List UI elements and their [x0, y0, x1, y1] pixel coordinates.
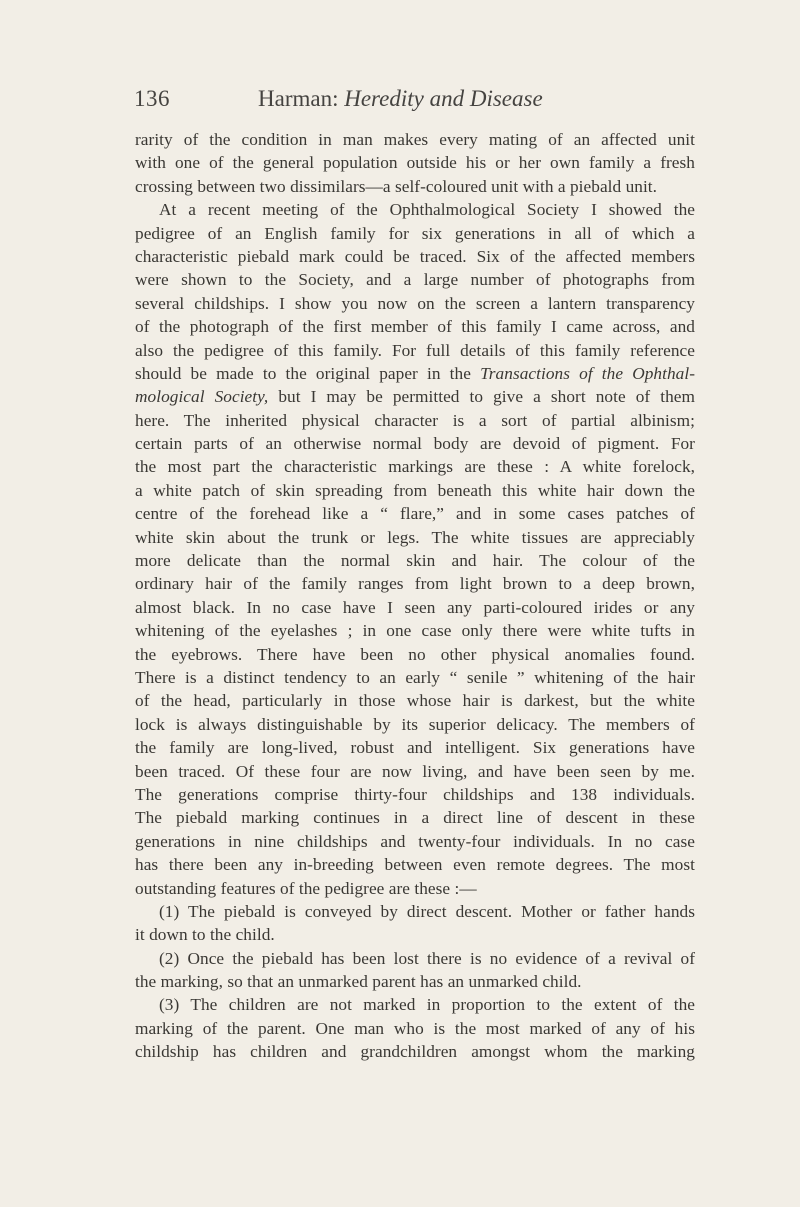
- list-item-1: (1) The piebald is conveyed by direct descent. Mother or father hands: [159, 901, 695, 921]
- book-title: Heredity and Disease: [344, 86, 543, 111]
- text-line: pedigree of an English family for six generations in all of which a: [135, 223, 695, 243]
- text-line: [135, 385, 695, 408]
- text-line: rarity of the condition in man makes every mating of an affected unit: [135, 130, 695, 149]
- text-line: certain parts of an otherwise normal body are devoid of pigment. For: [135, 434, 695, 454]
- text-line: the most part the characteristic markings are these : A white forelock,: [135, 457, 695, 477]
- text-line: a white patch of skin spreading from beneath this white hair down the: [135, 480, 695, 500]
- journal-title-part-2: mological Society,: [135, 387, 269, 407]
- text-line: There is a distinct tendency to an early “ senile ” whitening of the hair: [135, 667, 695, 687]
- author-name: Harman: [258, 86, 333, 111]
- text-line: centre of the forehead like a “ flare,” and in some cases patches of: [135, 504, 695, 524]
- text-line: characteristic piebald mark could be traced. Six of the affected members: [135, 246, 695, 266]
- text-line: lock is always distinguishable by its superior delicacy. The members of: [135, 714, 695, 734]
- paragraph-start: At a recent meeting of the Ophthalmological Society I showed the: [159, 200, 695, 220]
- text-line: outstanding features of the pedigree are these :—: [135, 878, 477, 898]
- text-run: but I may be permitted to give a short note of them: [268, 387, 695, 407]
- journal-title-part-1: Transactions of the Ophthal-: [480, 363, 696, 383]
- text-line: here. The inherited physical character is a sort of partial albinism;: [135, 410, 695, 430]
- body-text: [135, 128, 695, 1064]
- text-line: more delicate than the normal skin and hair. The colour of the: [135, 551, 695, 571]
- text-line: the family are long-lived, robust and intelligent. Six generations have: [135, 738, 695, 758]
- text-line: childship has children and grandchildren amongst whom the marking: [135, 1042, 695, 1062]
- running-title: [258, 86, 543, 112]
- text-line: with one of the general population outside his or her own family a fresh: [135, 153, 695, 173]
- text-line: ordinary hair of the family ranges from light brown to a deep brown,: [135, 574, 695, 594]
- text-line: were shown to the Society, and a large number of photographs from: [135, 270, 695, 290]
- text-line: white skin about the trunk or legs. The white tissues are appreciably: [135, 527, 695, 547]
- text-line: The piebald marking continues in a direct line of descent in these: [135, 808, 695, 828]
- text-line: several childships. I show you now on the screen a lantern transparency: [135, 293, 695, 313]
- list-item-3: (3) The children are not marked in proportion to the extent of the: [159, 995, 695, 1015]
- running-head: [0, 86, 800, 120]
- list-item-2: (2) Once the piebald has been lost there is no evidence of a revival of: [159, 948, 695, 968]
- title-separator: :: [332, 86, 345, 111]
- text-line: marking of the parent. One man who is the most marked of any of his: [135, 1018, 695, 1038]
- text-line: [135, 362, 695, 385]
- text-line: has there been any in-breeding between even remote degrees. The most: [135, 855, 695, 875]
- text-line: the eyebrows. There have been no other physical anomalies found.: [135, 644, 695, 664]
- text-line: crossing between two dissimilars—a self-coloured unit with a piebald unit.: [135, 176, 658, 196]
- text-line: The generations comprise thirty-four childships and 138 individuals.: [135, 784, 695, 804]
- text-line: of the head, particularly in those whose hair is darkest, but the white: [135, 691, 695, 711]
- text-line: the marking, so that an unmarked parent has an unmarked child.: [135, 972, 582, 992]
- text-line: whitening of the eyelashes ; in one case only there were white tufts in: [135, 621, 695, 641]
- text-line: generations in nine childships and twenty-four individuals. In no case: [135, 831, 695, 851]
- text-line: almost black. In no case have I seen any parti-coloured irides or any: [135, 597, 695, 617]
- text-line: been traced. Of these four are now living, and have been seen by me.: [135, 761, 695, 781]
- text-line: of the photograph of the first member of this family I came across, and: [135, 317, 695, 337]
- page-number: 136: [134, 86, 170, 111]
- text-run: should be made to the original paper in the: [135, 363, 481, 383]
- text-line: it down to the child.: [135, 925, 275, 945]
- text-line: also the pedigree of this family. For full details of this family reference: [135, 340, 695, 360]
